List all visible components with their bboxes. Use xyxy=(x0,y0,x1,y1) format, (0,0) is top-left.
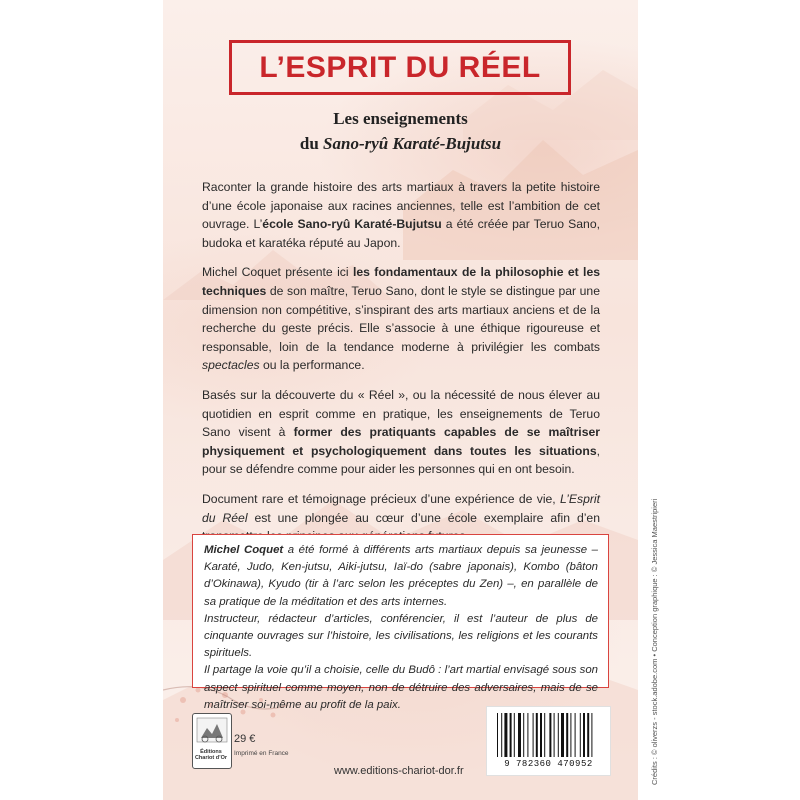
barcode-bar xyxy=(561,713,564,757)
barcode-bar xyxy=(497,713,498,757)
barcode-bars xyxy=(487,707,610,759)
publisher-website: www.editions-chariot-dor.fr xyxy=(334,765,464,777)
bio-paragraph-2: Instructeur, rédacteur d’articles, conférencier, il est l’auteur de plus de cinquante ouvrages sur l’histoire, les civilisations, les religions et les courants spirituels. xyxy=(204,612,598,660)
image-credits: Crédits : © oliverzs - stock.adobe.com • Conception graphique : © Jessica Maestripieri xyxy=(650,498,659,785)
barcode-bar xyxy=(540,713,542,757)
barcode-bar xyxy=(566,713,568,757)
barcode-bar xyxy=(514,713,515,757)
blurb-paragraph-4: Document rare et témoignage précieux d’une expérience de vie, L’Esprit du Réel est une plongée au cœur d’une école exemplaire afin d’en xyxy=(202,491,600,525)
blurb-text xyxy=(202,178,600,557)
bio-paragraph-1: Michel Coquet a été formé à différents arts martiaux depuis sa jeunesse – Karaté, Judo, Ken-jutsu, Aiki-jutsu, Iaï-do (sabre japonais), Kombo (bâton d’Okinawa), Kyudo (tir à l’arc selon les préceptes du Zen) –, en parallèle de sa pratique de la méditation et des arts internes. xyxy=(204,544,598,608)
barcode-bar xyxy=(591,713,592,757)
barcode-bar xyxy=(536,713,538,757)
barcode-bar xyxy=(580,713,581,757)
author-name: Michel Coquet xyxy=(204,544,284,556)
barcode-bar xyxy=(575,713,576,757)
title-frame xyxy=(229,40,571,95)
barcode-bar xyxy=(570,713,571,757)
barcode-bar xyxy=(587,713,589,757)
book-title: L’ESPRIT DU RÉEL xyxy=(259,50,541,84)
bio-paragraph-3: Il partage la voie qu’il a choisie, celle du Budô : l’art martial envisagé sous son aspect spirituel comme moyen, non de détruire des adversaires, mais de se maîtriser soi-même au profit de la paix. xyxy=(204,664,598,711)
subtitle-line-1: Les enseignements xyxy=(333,109,468,128)
subtitle-school-name: Sano-ryû Karaté-Bujutsu xyxy=(323,134,502,153)
barcode-bar xyxy=(501,713,502,757)
barcode-bar xyxy=(583,713,585,757)
isbn-number: 9 782360 470952 xyxy=(504,759,593,769)
barcode-bar xyxy=(527,713,528,757)
book-back-cover xyxy=(163,0,638,800)
subtitle-prefix: du xyxy=(299,134,324,153)
barcode-bar xyxy=(558,713,559,757)
barcode-bar xyxy=(504,713,507,757)
author-bio-box xyxy=(192,534,609,711)
blurb-paragraph-1: Raconter la grande histoire des arts martiaux à travers la petite histoire d’une école japonaise aux racines anciennes, telle est l’ambition de cet ouvrage. L’école Sano-ryû Karaté-Bujutsu a été créée par Teruo Sano, budoka et karatéka réputé au Japon. xyxy=(202,180,600,250)
printed-in: Imprimé en France xyxy=(234,750,289,757)
barcode-bar xyxy=(544,713,545,757)
publisher-name: Éditions Chariot d’Or xyxy=(194,749,228,761)
barcode-bar xyxy=(549,713,551,757)
barcode-bar xyxy=(554,713,555,757)
subtitle-line-2 xyxy=(163,133,638,155)
barcode-bar xyxy=(523,713,524,757)
blurb-paragraph-3: Basés sur la découverte du « Réel », ou la nécessité de nous élever au quotidien en esprit comme en pratique, les enseignements de Teruo Sano visent à former des pratiquants capables de se maîtriser physiquement et psychologiquement dans toutes les situations, pour se défendre comme pour aider les personnes qui en ont besoin. xyxy=(202,387,600,477)
price: 29 € xyxy=(234,733,256,745)
blurb-paragraph-2: Michel Coquet présente ici les fondamentaux de la philosophie et les techniques de son maître, Teruo Sano, dont le style se distingue par une dimension non compétitive, s’inspirant des arts martiaux anciens et de la recherche du geste précis. Elle s’associe à une éthique rigoureuse et responsable, loin de la tendance moderne à privilégier les combats spectacles ou la performance. xyxy=(202,265,600,373)
barcode-bar xyxy=(510,713,512,757)
isbn-barcode xyxy=(486,706,611,776)
barcode-bar xyxy=(533,713,534,757)
barcode-bar xyxy=(518,713,521,757)
